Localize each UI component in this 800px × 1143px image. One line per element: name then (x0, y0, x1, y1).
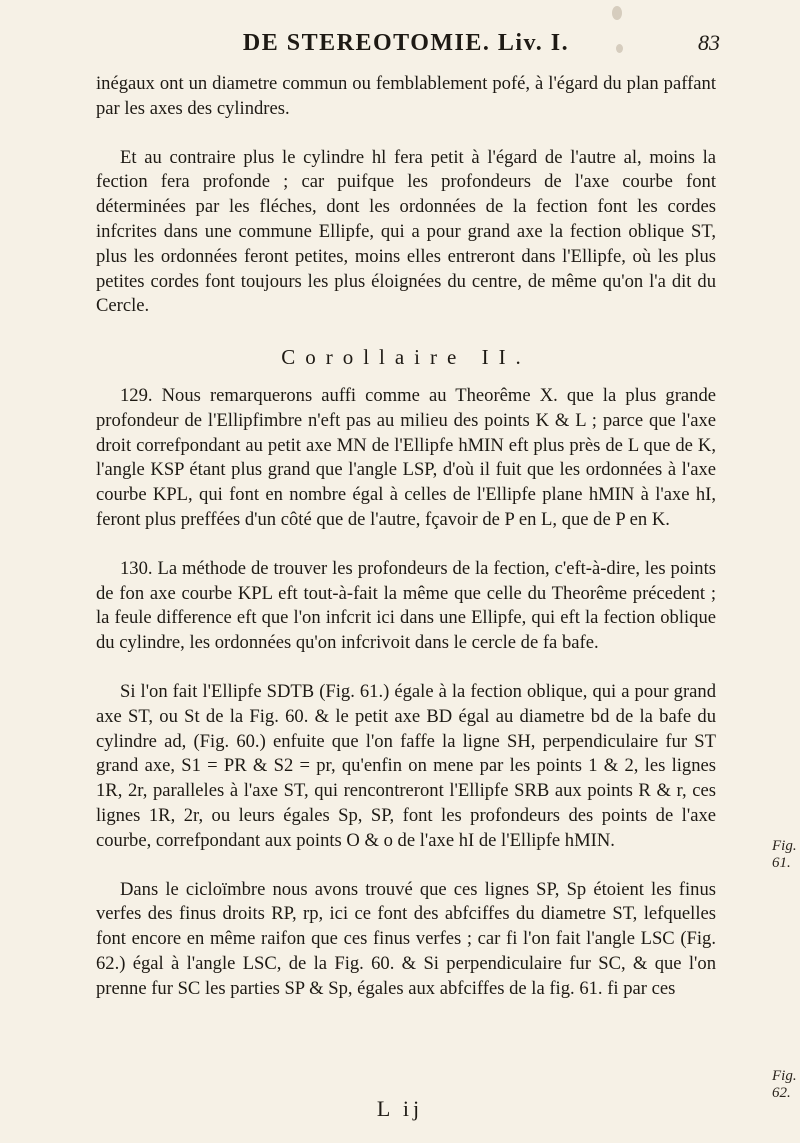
paragraph-129: 129. Nous remarquerons auffi comme au Theorême X. que la plus grande profondeur de l'Ellipfimbre n'eft pas au milieu des points K & L ; parce que l'axe droit correfpondant au petit axe MN de l'Ellipfe hMIN eft plus près de L que de K, l'angle KSP étant plus grand que l'angle LSP, d'où il fuit que les ordonnées à l'axe courbe KPL, qui font en nombre égal à celles de l'Ellipfe plane hMIN à l'axe hI, feront plus preffées d'un côté que de l'autre, fçavoir de P en L, que de P en K. (96, 384, 716, 530)
body-text (96, 72, 716, 1002)
page-number: 83 (698, 30, 720, 55)
page-header (96, 30, 720, 70)
margin-note-fig-61: Fig. 61. (772, 838, 797, 871)
paragraph-contrary: Et au contraire plus le cylindre hl fera petit à l'égard de l'autre al, moins la fection fera profonde ; car puifque les profondeurs de l'axe courbe font déterminées par les fléches, dont les ordonnées de la fection font les cordes infcrites dans une commune Ellipfe, qui a pour grand axe la fection oblique ST, plus les ordonnées feront petites, moins elles entreront dans l'Ellipfe, où les plus petites cordes font toujours les plus éloignées du centre, de même qu'on l'a dit du Cercle. (96, 146, 716, 317)
paragraph-ellipse: Si l'on fait l'Ellipfe SDTB (Fig. 61.) égale à la fection oblique, qui a pour grand axe ST, ou St de la Fig. 60. & le petit axe BD égal au diametre bd de la bafe du cylindre ad, (Fig. 60.) enfuite que l'on faffe la ligne SH, perpendiculaire fur ST grand axe, S1 = PR & S2 = pr, qu'enfin on mene par les points 1 & 2, les lignes 1R, 2r, paralleles à l'axe ST, qui rencontreront l'Ellipfe SRB aux points R & r, ces lignes 1R, 2r, ou leurs égales Sp, SP, font les profondeurs des points de l'axe courbe, correfpondant aux points O & o de l'axe hI de l'Ellipfe hMIN. (96, 680, 716, 851)
paragraph-continuation: inégaux ont un diametre commun ou femblablement pofé, à l'égard du plan paffant par les axes des cylindres. (96, 73, 716, 119)
section-heading: Corollaire II. (281, 345, 531, 370)
margin-note-fig-62: Fig. 62. (772, 1068, 797, 1101)
paragraph-130: 130. La méthode de trouver les profondeurs de la fection, c'eft-à-dire, les points de fon axe courbe KPL eft tout-à-fait la même que celle du Theorême précedent ; la feule difference eft que l'on infcrit ici dans une Ellipfe, qui eft la fection oblique du cylindre, les ordonnées qu'on infcrivoit dans le cercle de fa bafe. (96, 557, 716, 654)
signature-mark: L ij (376, 1096, 424, 1121)
ink-spot (612, 6, 622, 20)
paragraph-cicloimbre: Dans le cicloïmbre nous avons trouvé que ces lignes SP, Sp étoient les finus verfes des finus droits RP, rp, ici ce font des abfciffes du diametre ST, lefquelles font encore en même raifon que ces finus verfes ; car fi l'on fait l'angle LSC (Fig. 62.) égal à l'angle LSC, de la Fig. 60. & Si perpendiculaire fur SC, & que l'on prenne fur SC les parties SP & Sp, égales aux abfciffes de la fig. 61. fi par ces (96, 878, 716, 999)
running-head: DE STEREOTOMIE. Liv. I. (242, 30, 570, 56)
